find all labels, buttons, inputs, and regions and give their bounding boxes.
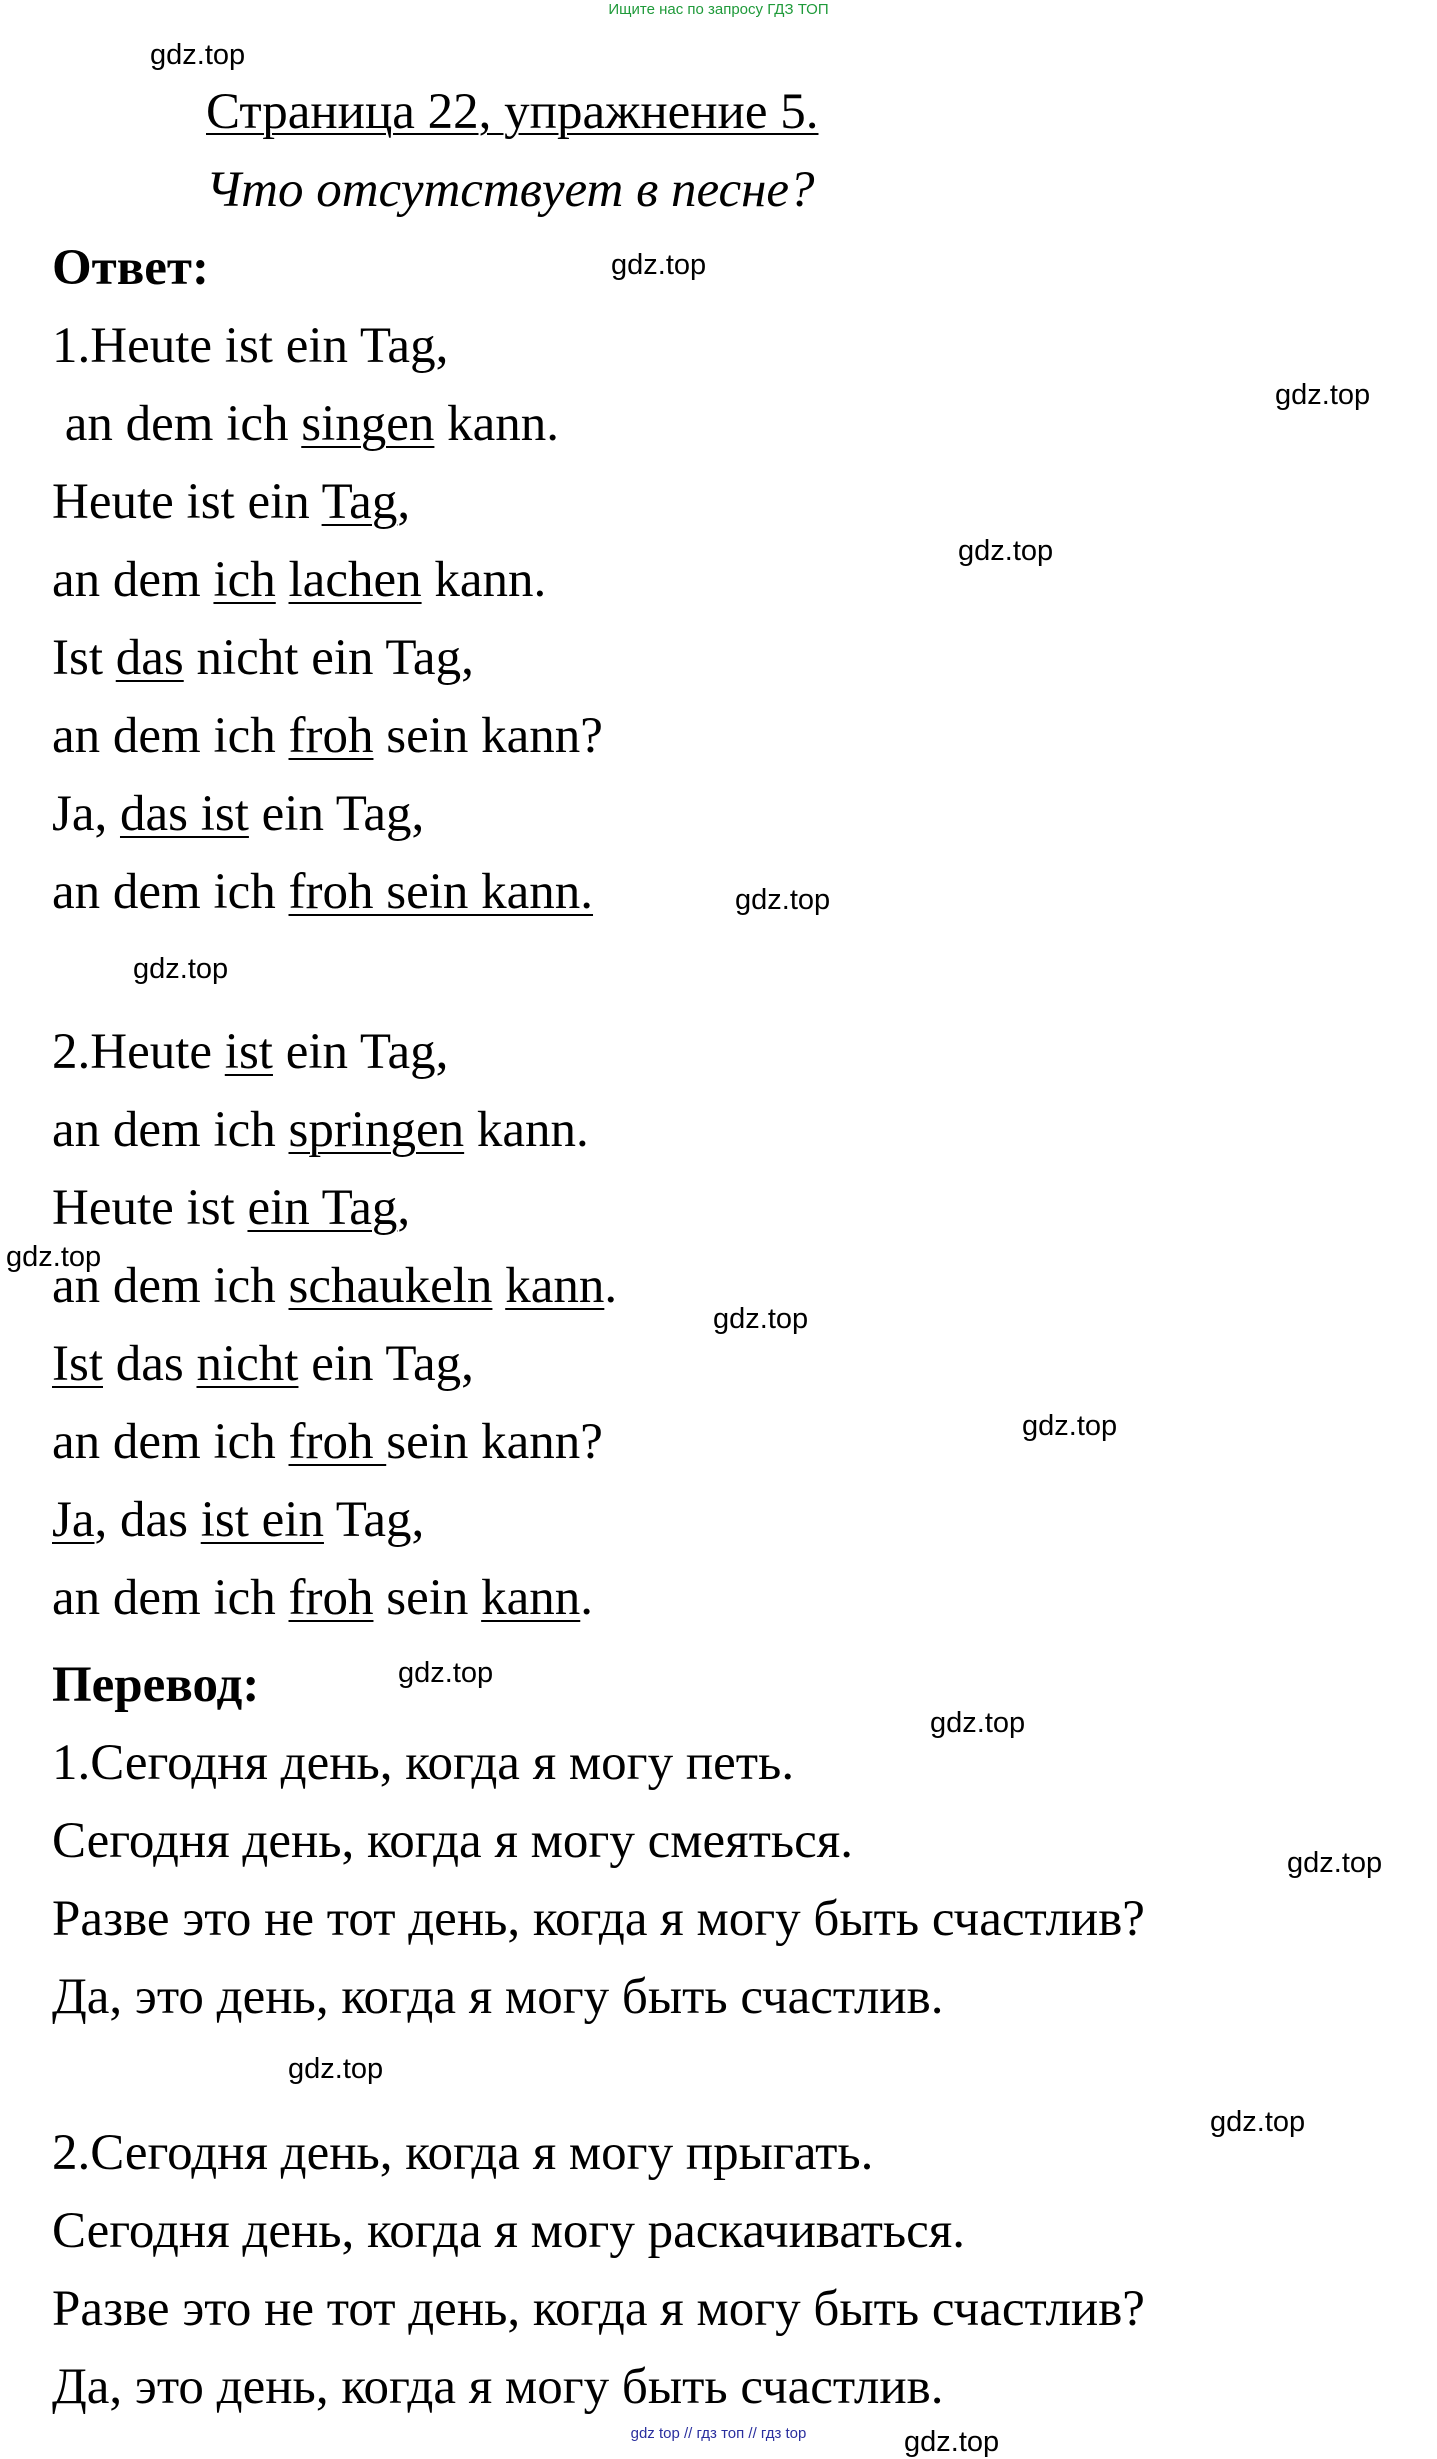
top-banner[interactable]: Ищите нас по запросу ГДЗ ТОП (608, 1, 829, 18)
underlined-word: froh (288, 1414, 387, 1470)
underlined-word: kann (481, 1570, 581, 1626)
underlined-word: froh (288, 1570, 374, 1626)
watermark: gdz.top (6, 1241, 102, 1273)
text-segment: ein Tag, (248, 786, 425, 842)
underlined-word: kann (505, 1258, 605, 1314)
text-segment: an dem ich (52, 396, 302, 452)
song1-line (52, 784, 424, 844)
translation-2-line: 2.Сегодня день, когда я могу прыгать. (52, 2125, 874, 2181)
song2-line (52, 1100, 589, 1160)
song2-line (52, 1568, 593, 1628)
underlined-word: ist (224, 1024, 273, 1080)
song2-line (52, 1412, 603, 1472)
text-segment: , (397, 1180, 411, 1236)
song2-line (52, 1490, 424, 1550)
song1-line (52, 550, 546, 610)
text-segment: an dem ich (52, 1102, 289, 1158)
song2-line (52, 1334, 474, 1394)
page-title (206, 82, 818, 142)
song1-line (52, 316, 448, 376)
exercise-question: Что отсутствует в песне? (206, 162, 815, 218)
underlined-word: nicht (196, 1336, 299, 1392)
translation-1-line: 1.Сегодня день, когда я могу петь. (52, 1735, 795, 1791)
text-segment: , (397, 474, 411, 530)
underlined-word: froh (288, 708, 374, 764)
underlined-word: springen (288, 1102, 465, 1158)
footer-links[interactable]: gdz top // гдз топ // гдз top (630, 2425, 807, 2442)
watermark: gdz.top (1210, 2106, 1306, 2138)
page-title-text: Страница 22, упражнение 5. (206, 84, 819, 140)
text-segment: ein Tag, (272, 1024, 449, 1080)
text-segment (492, 1258, 505, 1314)
watermark: gdz.top (735, 884, 831, 916)
underlined-word: lachen (288, 552, 422, 608)
watermark: gdz.top (958, 535, 1054, 567)
song2-line (52, 1178, 410, 1238)
text-segment: kann. (464, 1102, 589, 1158)
translation-1-line: Да, это день, когда я могу быть счастлив. (52, 1969, 944, 2025)
watermark: gdz.top (930, 1707, 1026, 1739)
text-segment: kann. (421, 552, 547, 608)
underlined-word: schaukeln (288, 1258, 493, 1314)
text-segment: Heute ist ein (52, 474, 322, 530)
translation-2-line: Разве это не тот день, когда я могу быть счастлив? (52, 2281, 1145, 2337)
text-segment: . (580, 1570, 594, 1626)
text-segment: an dem (52, 552, 214, 608)
watermark: gdz.top (150, 39, 246, 71)
song1-line (52, 628, 474, 688)
text-segment: 2.Heute (52, 1024, 225, 1080)
watermark: gdz.top (1275, 379, 1371, 411)
underlined-word: das ist (119, 786, 249, 842)
underlined-word: ich (213, 552, 276, 608)
text-segment: Heute ist (52, 1180, 248, 1236)
underlined-word: Ja (52, 1492, 95, 1548)
text-segment: sein (373, 1570, 482, 1626)
translation-2-line: Да, это день, когда я могу быть счастлив. (52, 2359, 944, 2415)
text-segment: an dem ich (52, 1414, 289, 1470)
watermark: gdz.top (133, 953, 229, 985)
text-segment: sein kann? (386, 1414, 603, 1470)
text-segment: an dem ich (52, 864, 289, 920)
watermark: gdz.top (611, 249, 707, 281)
text-segment: ein Tag, (298, 1336, 474, 1392)
song1-line (52, 862, 593, 922)
translation-1-line: Сегодня день, когда я могу смеяться. (52, 1813, 853, 1869)
underlined-word: das (115, 630, 184, 686)
text-segment (276, 552, 289, 608)
song1-line (52, 394, 559, 454)
text-segment: an dem ich (52, 1570, 289, 1626)
text-segment: an dem ich (52, 708, 289, 764)
text-segment: . (604, 1258, 618, 1314)
underlined-word: froh sein kann. (288, 864, 594, 920)
watermark: gdz.top (288, 2053, 384, 2085)
text-segment: Tag, (323, 1492, 425, 1548)
song1-line (52, 472, 410, 532)
text-segment: das (103, 1336, 197, 1392)
translation-2-line: Сегодня день, когда я могу раскачиваться. (52, 2203, 966, 2259)
song2-line (52, 1256, 617, 1316)
watermark: gdz.top (398, 1657, 494, 1689)
text-segment: an dem ich (52, 1258, 289, 1314)
watermark: gdz.top (713, 1303, 809, 1335)
text-segment: kann. (434, 396, 560, 452)
answer-heading: Ответ: (52, 240, 209, 296)
underlined-word: Ist (52, 1336, 103, 1392)
text-segment: 1.Heute ist ein Tag, (52, 318, 449, 374)
underlined-word: Tag (321, 474, 398, 530)
text-segment: nicht ein Tag, (183, 630, 474, 686)
translation-heading: Перевод: (52, 1657, 260, 1713)
underlined-word: ist ein (200, 1492, 324, 1548)
song1-line (52, 706, 603, 766)
text-segment: , das (94, 1492, 201, 1548)
underlined-word: ein Tag (247, 1180, 398, 1236)
text-segment: Ist (52, 630, 116, 686)
watermark: gdz.top (904, 2426, 1000, 2458)
translation-1-line: Разве это не тот день, когда я могу быть счастлив? (52, 1891, 1145, 1947)
text-segment: sein kann? (373, 708, 603, 764)
text-segment: Ja, (52, 786, 120, 842)
underlined-word: singen (301, 396, 435, 452)
song2-line (52, 1022, 448, 1082)
watermark: gdz.top (1287, 1847, 1383, 1879)
watermark: gdz.top (1022, 1410, 1118, 1442)
